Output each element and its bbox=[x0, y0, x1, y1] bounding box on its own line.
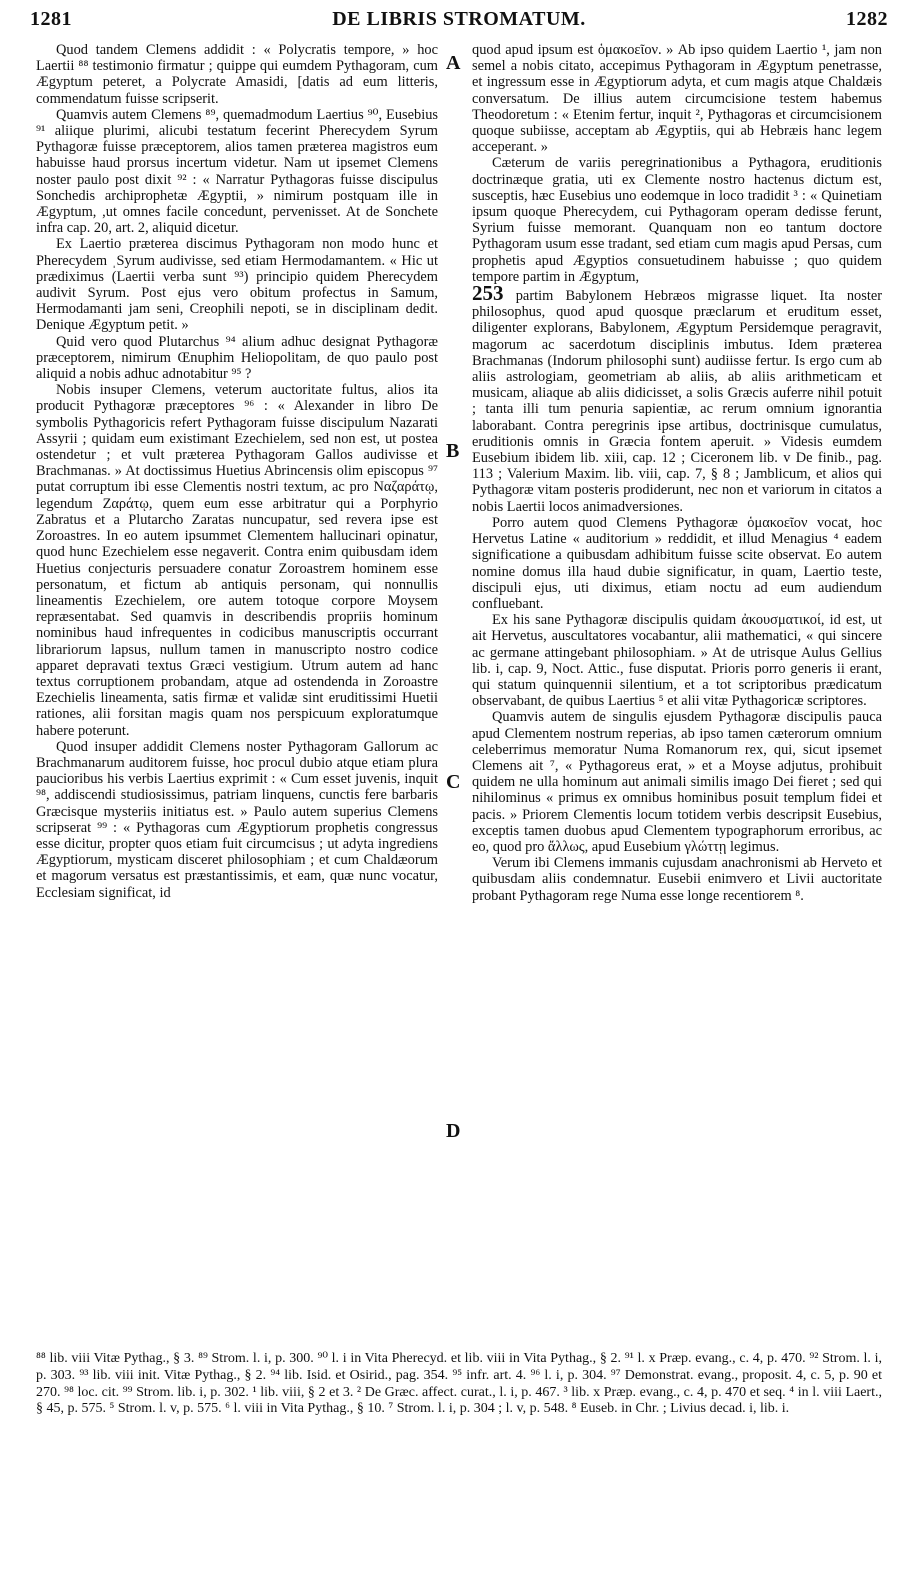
paragraph: Cæterum de variis peregrinationibus a Pythagora, eruditionis doctrinæque gratia, uti ex Clemente nostro hactenus dictum est, susceptis, hæc Eusebius uno eodemque in loco tradidit ³ : « Quinetiam ipsum quoque Pherecydem, cui Pythagoram operam dedisse ferunt, Syrium fuisse memorant. Quanquam non eo tantum doctore Pythagoram usum esse tradant, sed etiam cum magis apud Persas, cum prophetis apud Ægyptios consuetudinem habuisse ; quo quidem tempore partim in Ægyptum, bbox=[472, 155, 882, 285]
paragraph-with-page-marker bbox=[472, 281, 882, 515]
left-column bbox=[36, 42, 438, 901]
right-column bbox=[472, 42, 882, 904]
paragraph: Quamvis autem de singulis ejusdem Pythagoræ discipulis pauca apud Clementem nostrum reperias, ab ipso tamen cæterorum omnium celeberrimus memoratur Numa Romanorum rex, qui, sicut ipsemet Clemens ait ⁷, « Pythagoreus erat, » et a Moyse adjutus, prohibuit quidem ne ulla hominum aut animali similis imago Dei fieret ; sed qui nihilominus « primus ex omnibus hominibus posuit templum fidei et pacis. » Priorem Clementis locum totidem verbis descripsit Eusebius, exceptis tamen duobus apud Clementem typographorum erroribus, ac eo, quod pro ἄλλως, apud Eusebium γλώττῃ legimus. bbox=[472, 709, 882, 855]
paragraph: Quod insuper addidit Clemens noster Pythagoram Gallorum ac Brachmanarum auditorem fuisse, hoc procul dubio atque etiam plura paucioribus his verbis Laertius exprimit : « Cum esset juvenis, inquit ⁹⁸, addiscendi studiosissimus, patriam linquens, cunctis fere barbaris Græcisque mysteriis initiatus est. » Paulo autem superius Clemens scripserat ⁹⁹ : « Pythagoras cum Ægyptiorum prophetis congressus esse dicitur, propter quos etiam fuit circumcisus ; ut adyta ingrediens Ægyptiorum, mysticam disceret philosophiam ; et cum Chaldæorum et magorum versatus est præstantissimis, et eam, quæ nunc vocatur, Ecclesiam significat, id bbox=[36, 738, 438, 901]
page-number-right: 1282 bbox=[846, 8, 888, 30]
margin-letter-c: C bbox=[446, 771, 461, 793]
paragraph: Ex his sane Pythagoræ discipulis quidam ἀκουσματικοί, id est, ut ait Hervetus, auscultatores vocabantur, alii mathematici, « qui sincere ac germane attingebant philosophiam. » At de utrisque Aulus Gellius lib. i, cap. 9, Noct. Attic., fuse disputat. Prioris porro generis ii erant, qui statum quinquennii silentium, et a tot scriptoribus prædicatum observabant, de quibus Laertius ⁵ et alii vitæ Pythagoricæ scriptores. bbox=[472, 612, 882, 710]
paragraph: Nobis insuper Clemens, veterum auctoritate fultus, alios ita producit Pythagoræ præceptores ⁹⁶ : « Alexander in libro De symbolis Pythagoricis refert Pythagoram fuisse discipulum Nazarati Assyrii ; quidam eum existimant Ezechielem, sed non est, ut postea ostendetur ; et vult præterea Pythagoram Gallos audivisse et Brachmanas. » At doctissimus Huetius Abrincensis olim episcopus ⁹⁷ putat corruptum ibi esse Clementis nostri textum, ac pro Ναζαράτῳ, legendum Ζαράτῳ, quem eum esse arbitratur qui a Porphyrio Zabratus et a Plutarcho Zaratas nuncupatur, sed revera ipse est Zoroastres. In eo autem ipsummet Clementem hallucinari opinatur, quod hunc Ezechielem esse negaverit. Contra enim quibusdam idem Huetius conjecturis persuadere conatur Zoroastrem hominem esse personatum, et fictum ab antiquis personam, qui nonnullis lineamentis Ezechielem, ore autem totoque corpore Moysem repræsentabat. Sed quamvis in describendis propriis hominum nominibus haud infrequentes in codicibus manuscriptis occurrant librariorum lapsus, nullum tamen in manuscripto nostro codice apparet depravati textus Græci vestigium. Utrum autem ad hanc textus corruptionem probandam, atque ad ostendenda in Zoroastre Ezechielis lineamenta, satis firmæ et validæ sint eruditissimi Huetii rationes, alii forsitan magis quam nos perspicuum exploratumque habere poterunt. bbox=[36, 382, 438, 739]
footnotes: ⁸⁸ lib. viii Vitæ Pythag., § 3. ⁸⁹ Strom. l. i, p. 300. ⁹⁰ l. i in Vita Pherecyd. et lib. viii in Vita Pythag., § 2. ⁹¹ l. x Præp. evang., c. 4, p. 470. ⁹² Strom. l. i, p. 303. ⁹³ lib. viii init. Vitæ Pythag., § 2. ⁹⁴ lib. Isid. et Osirid., pag. 354. ⁹⁵ infr. art. 4. ⁹⁶ l. i, p. 304. ⁹⁷ Demonstrat. evang., proposit. 4, c. 5, p. 90 et 270. ⁹⁸ loc. cit. ⁹⁹ Strom. lib. i, p. 302. ¹ lib. viii, § 2 et 3. ² De Græc. affect. curat., l. i, p. 467. ³ lib. x Præp. evang., c. 4, p. 470 et seq. ⁴ in l. viii Laert., § 45, p. 575. ⁵ Strom. l. v, p. 575. ⁶ l. viii in Vita Pythag., § 10. ⁷ Strom. l. i, p. 304 ; l. v, p. 548. ⁸ Euseb. in Chr. ; Livius decad. i, lib. i. bbox=[36, 1351, 882, 1417]
page-marker: 253 bbox=[472, 281, 504, 306]
margin-letter-a: A bbox=[446, 52, 461, 74]
page-number-left: 1281 bbox=[30, 8, 72, 30]
paragraph: Quid vero quod Plutarchus ⁹⁴ alium adhuc designat Pythagoræ præceptorem, nimirum Œnuphim Heliopolitam, de quo paulo post aliquid a nobis adhuc adnotabitur ⁹⁵ ? bbox=[36, 333, 438, 383]
margin-letter-b: B bbox=[446, 440, 460, 462]
paragraph: Porro autem quod Clemens Pythagoræ ὁμακοεῖον vocat, hoc Hervetus Latine « auditorium » reddidit, et illud Menagius ⁴ eadem significatione a quibusdam adhibitum fuisse scite observat. Eo autem nomine domus illa haud dubie significatur, in quam, Laertio teste, discipuli ejus, uti diximus, etiam noctu ad eum audiendum confluebant. bbox=[472, 514, 882, 612]
running-title: DE LIBRIS STROMATUM. bbox=[332, 8, 586, 30]
paragraph: Ex Laertio præterea discimus Pythagoram non modo hunc et Pherecydem ˌSyrum audivisse, sed etiam Hermodamantem. « Hic ut prædiximus (Laertii verba sunt ⁹³) principio quidem Pherecydem audivit Syrum. Post ejus vero obitum profectus in Samum, Hermodamanti jam seni, Creophili nepoti, se in disciplinam dedit. Denique Ægyptum petit. » bbox=[36, 236, 438, 334]
paragraph: Quod tandem Clemens addidit : « Polycratis tempore, » hoc Laertii ⁸⁸ testimonio firmatur ; quippe qui eumdem Pythagoram, cum Ægyptum peteret, a Polycrate Amasidi, [datis ad eum litteris, commendatum fuisse scripserit. bbox=[36, 42, 438, 107]
paragraph-text: partim Babylonem Hebræos migrasse liquet. Ita noster philosophus, quod apud quosque præclarum et eruditum esset, diligenter explorans, Babylonem, Ægyptum Persidemque peragravit, magorum ac sacerdotum disciplinis imbutus. Idem præterea Brachmanas (Indorum philosophi sunt) audiisse fertur. Is ergo cum ab aliis astrologiam, geometriam ab aliis, ab aliis arithmeticam et musicam, aliaque ab aliis didicisset, a solis Græcis auferre nihil potuit ; tanta illi tum penuria sapientiæ, ac rerum omnium ignorantia laborabant. Contra peregrinis ipse artibus, doctrinisque cumulatus, eruditionis omnis in Græcia fontem aperuit. » Videsis eumdem Eusebium ibidem lib. xiii, cap. 12 ; Ciceronem lib. v De finib., pag. 113 ; Valerium Maxim. lib. viii, cap. 7, § 8 ; Jamblicum, et alios qui Pythagoræ vitam posteris prodiderunt, nec non et variorum in citatos a nobis Laertii locos animadversiones. bbox=[472, 288, 882, 515]
paragraph: quod apud ipsum est ὁμακοεῖον. » Ab ipso quidem Laertio ¹, jam non semel a nobis citato, accepimus Pythagoram in Ægyptum penetrasse, et ingressum esse in Ægyptiorum adyta, et cum magis atque Chaldæis conversatum. De illius autem circumcisione testem habemus Theodoretum : « Etenim fertur, inquit ², Pythagoras et circumcisionem quoque subiisse, acceptam ab Ægyptiis, qui ab Hebræis hanc legem acceperant. » bbox=[472, 42, 882, 156]
paragraph: Verum ibi Clemens immanis cujusdam anachronismi ab Herveto et quibusdam aliis condemnatur. Eusebii enimvero et Livii auctoritate probant Pythagoram rege Numa esse longe recentiorem ⁸. bbox=[472, 855, 882, 904]
running-header bbox=[30, 8, 888, 36]
paragraph: Quamvis autem Clemens ⁸⁹, quemadmodum Laertius ⁹⁰, Eusebius ⁹¹ aliique plurimi, alicubi testatum fecerint Pherecydem Syrum Pythagoræ fuisse præceptorem, alios tamen præterea magistros eum habuisse haud prorsus incertum videtur. Nam ut ipsemet Clemens noster paulo post dixit ⁹² : « Narratur Pythagoras fuisse discipulus Sonchedis archiprophetæ Ægyptii, » nimirum postquam ille in Ægyptum, ,ut omnes facile concedunt, pervenisset. At de Sonchete infra cap. 20, art. 2, aliquid dicetur. bbox=[36, 106, 438, 237]
margin-letter-d: D bbox=[446, 1120, 461, 1142]
